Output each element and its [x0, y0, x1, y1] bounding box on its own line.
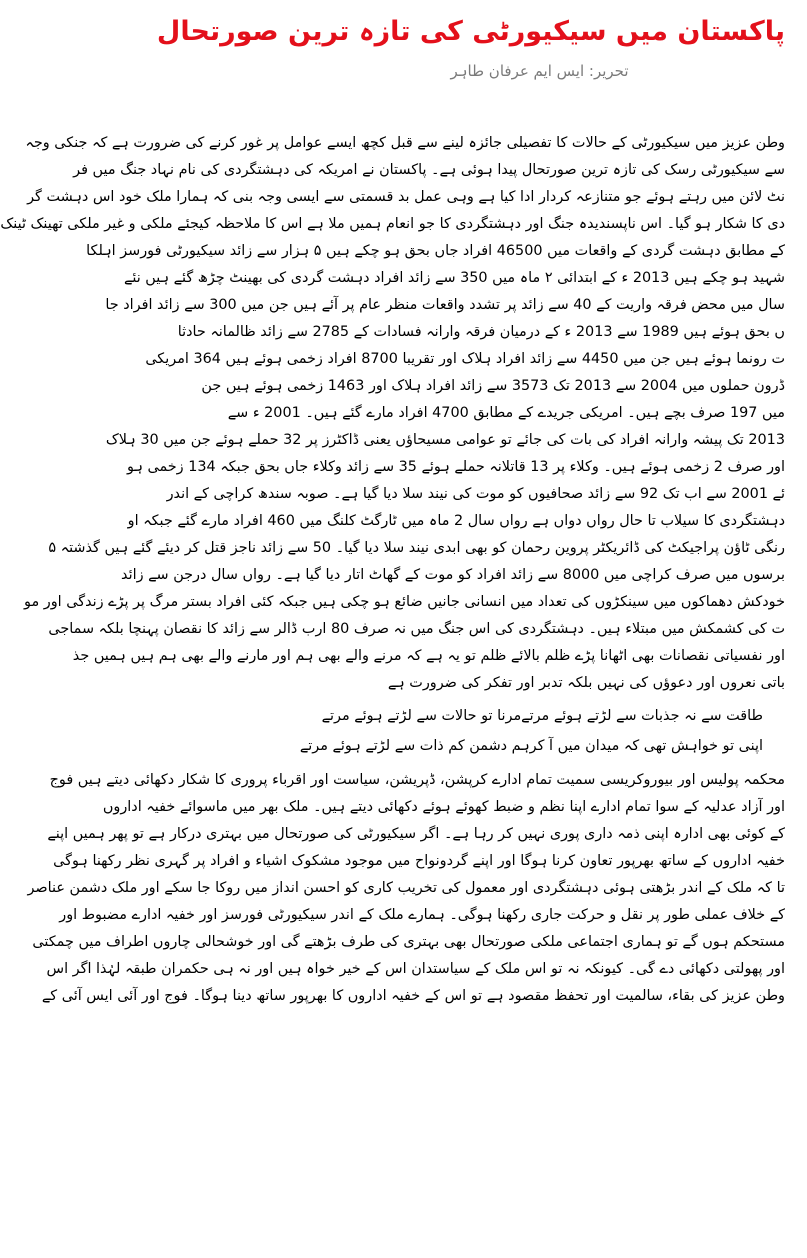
verse-second-hemistich: ہم دشمن کم ذات سے لڑتے ہوئے مرتے [299, 738, 530, 754]
paragraph-line: مستحکم ہوں گے تو ہماری اجتماعی ملکی صورتحال بھی بہتری کی طرف بڑھتے گی اور خوشحالی چاروں اطراف میں چمکتی [32, 934, 785, 950]
paragraph-line: تا کہ ملک کے اندر بڑھتی ہوئی دہشتگردی اور معمول کی تخریب کاری کو احسن انداز میں روکا جا سکے اور ملک دشمن عناصر [27, 880, 785, 896]
verse-couplet [294, 731, 785, 761]
paragraph-line: اور نفسیاتی نقصانات بھی اٹھانا پڑے ظلم بالائے ظلم تو یہ ہے کہ مرنے والے بھی ہم اور مارنے والے بھی ہم ہیں ہمیں جذ [72, 648, 785, 664]
paragraph-line: شہید ہو چکے ہیں 2013 ء کے ابتدائی ۲ ماہ میں 350 سے زائد افراد دہشت گردی کی بھینٹ چڑھ گئے ہیں نئے [123, 270, 785, 286]
paragraph-line: برسوں میں صرف کراچی میں 8000 سے زائد افراد کو موت کے گھاٹ اتار دیا گیا ہے۔ رواں سال درجن سے زائد [121, 567, 785, 583]
verse-second-hemistich: مرنا تو حالات سے لڑتے ہوئے مرتے [321, 708, 522, 724]
paragraph-line: باتی نعروں اور دعوؤں کی نہیں بلکہ تدبر اور تفکر کی ضرورت ہے [387, 675, 785, 691]
article-byline: تحریر: ایس ایم عرفان طاہر [450, 62, 629, 80]
paragraph-line: کے مطابق دہشت گردی کے واقعات میں 46500 افراد جاں بحق ہو چکے ہیں ۵ ہزار سے زائد سیکیورٹی فورسز اہلکا [86, 243, 785, 259]
paragraph-line: سال میں محض فرقہ واریت کے 40 سے زائد پر تشدد واقعات منظر عام پر آئے ہیں جن میں 300 سے زائد افراد جا [105, 297, 785, 313]
article-body-continued [27, 767, 785, 1010]
paragraph-line: اور پھولتی دکھائی دے گی۔ کیونکہ نہ تو اس ملک کے سیاستدان اس کے خیر خواہ ہیں اور نہ ہی حکمران طبقہ لہٰذا اگر اس [46, 961, 785, 977]
verse-first-hemistich: اپنی تو خواہش تھی کہ میدان میں آ کر [529, 738, 763, 754]
paragraph-line: کے خلاف عملی طور پر نقل و حرکت جاری رکھنا ہوگی۔ ہمارے ملک کے اندر سیکیورٹی فورسز اور خفیہ ادارے مضبوط اور [59, 907, 785, 923]
paragraph-line: دہشتگردی کا سیلاب تا حال رواں دواں ہے رواں سال 2 ماہ میں ٹارگٹ کلنگ میں 460 افراد مارے گئے جبکہ او [127, 513, 785, 529]
paragraph-line: اور صرف 2 زخمی ہوئے ہیں۔ وکلاء پر 13 قاتلانہ حملے ہوئے 35 سے زائد وکلاء جاں بحق جبکہ 134 زخمی ہو [127, 459, 785, 475]
paragraph-line: محکمہ پولیس اور بیوروکریسی سمیت تمام ادارے کرپشن، ڈپریشن، سیاست اور اقرباء پروری کا شکار دکھائی دیتے ہیں فوج [49, 772, 785, 788]
paragraph-line: سے سیکیورٹی رسک کی تازہ ترین صورتحال پیدا ہوئی ہے۔ پاکستان نے امریکہ کی دہشتگردی کی نام نہاد جنگ میں فر [73, 162, 785, 178]
paragraph-line: ئے 2001 سے اب تک 92 سے زائد صحافیوں کو موت کی نیند سلا دیا گیا ہے۔ صوبہ سندھ کراچی کے اندر [166, 486, 785, 502]
paragraph-line: کے کوئی بھی ادارہ اپنی ذمہ داری پوری نہیں کر رہا ہے۔ اگر سیکیورٹی کی صورتحال میں بہتری درکار ہے تو پھر ہمیں اپنے [47, 826, 785, 842]
verse-first-hemistich: طاقت سے نہ جذبات سے لڑتے ہوئے مرتے [521, 708, 763, 724]
paragraph-line: 2013 تک پیشہ وارانہ افراد کی بات کی جائے تو عوامی مسیحاؤں یعنی ڈاکٹرز پر 32 حملے ہوئے جن میں 30 ہلاک [105, 432, 785, 448]
paragraph-line: خفیہ اداروں کے ساتھ بھرپور تعاون کرنا ہوگا اور اپنے گردونواح میں موجود مشکوک اشیاء و افراد پر گہری نظر رکھنا ہوگی [53, 853, 785, 869]
paragraph-line: خودکش دھماکوں میں سینکڑوں کی تعداد میں انسانی جانیں ضائع ہو چکی ہیں جبکہ کئی افراد بستر مرگ پر پڑے زندگی اور مو [24, 594, 785, 610]
paragraph-line: میں 197 صرف بچے ہیں۔ امریکی جریدے کے مطابق 4700 افراد مارے گئے ہیں۔ 2001 ء سے [227, 405, 785, 421]
verse-couplet [294, 701, 785, 731]
paragraph-line: ت کی کشمکش میں مبتلاء ہیں۔ دہشتگردی کی اس جنگ میں نہ صرف 80 ارب ڈالر سے زائد کا نقصان پہنچا بلکہ سماجی [48, 621, 785, 637]
paragraph-line: ت رونما ہوئے ہیں جن میں 4450 سے زائد افراد ہلاک اور تقریبا 8700 افراد زخمی ہوئے ہیں 364 امریکی [145, 351, 785, 367]
paragraph-line: وطن عزیز میں سیکیورٹی کے حالات کا تفصیلی جائزہ لینے سے قبل کچھ ایسے عوامل پر غور کرنے کی ضرورت ہے کہ جنکی وجہ [25, 135, 785, 151]
paragraph-line: رنگی ٹاؤن پراجیکٹ کی ڈائریکٹر پروین رحمان کو بھی ابدی نیند سلا دیا گیا۔ 50 سے زائد ناجز قتل کر دیئے گئے ہیں گذشتہ ۵ [48, 540, 785, 556]
paragraph-line: نٹ لائن میں رہتے ہوئے جو متنازعہ کردار ادا کیا ہے وہی عمل بد قسمتی سے ایسی وجہ بنی کہ ہمارا ملک خود اس دہشت گر [27, 189, 785, 205]
article-body [0, 130, 785, 697]
paragraph-line: ں بحق ہوئے ہیں 1989 سے 2013 ء کے درمیان فرقہ وارانہ فسادات کے 2785 سے زائد ظالمانہ حادثا [177, 324, 785, 340]
article-title: پاکستان میں سیکیورٹی کی تازہ ترین صورتحال [156, 16, 785, 47]
paragraph-line: اور آزاد عدلیہ کے سوا تمام ادارے اپنا نظم و ضبط کھوئے ہوئے دکھائی دیتے ہیں۔ ملک بھر میں ماسوائے خفیہ اداروں [102, 799, 785, 815]
poem-verses [294, 701, 785, 761]
paragraph-line: دی کا شکار ہو گیا۔ اس ناپسندیدہ جنگ اور دہشتگردی کا جو انعام ہمیں ملا ہے اس کا ملاحظہ کیجئے ملکی و غیر ملکی تھینک ٹینک [0, 216, 785, 232]
paragraph-line: ڈرون حملوں میں 2004 سے 2013 تک 3573 سے زائد افراد ہلاک اور 1463 زخمی ہوئے ہیں جن [201, 378, 785, 394]
paragraph-line: وطن عزیز کی بقاء، سالمیت اور تحفظ مقصود ہے تو اس کے خفیہ اداروں کا بھرپور ساتھ دینا ہوگا۔ فوج اور آئی ایس آئی کے [41, 988, 785, 1004]
